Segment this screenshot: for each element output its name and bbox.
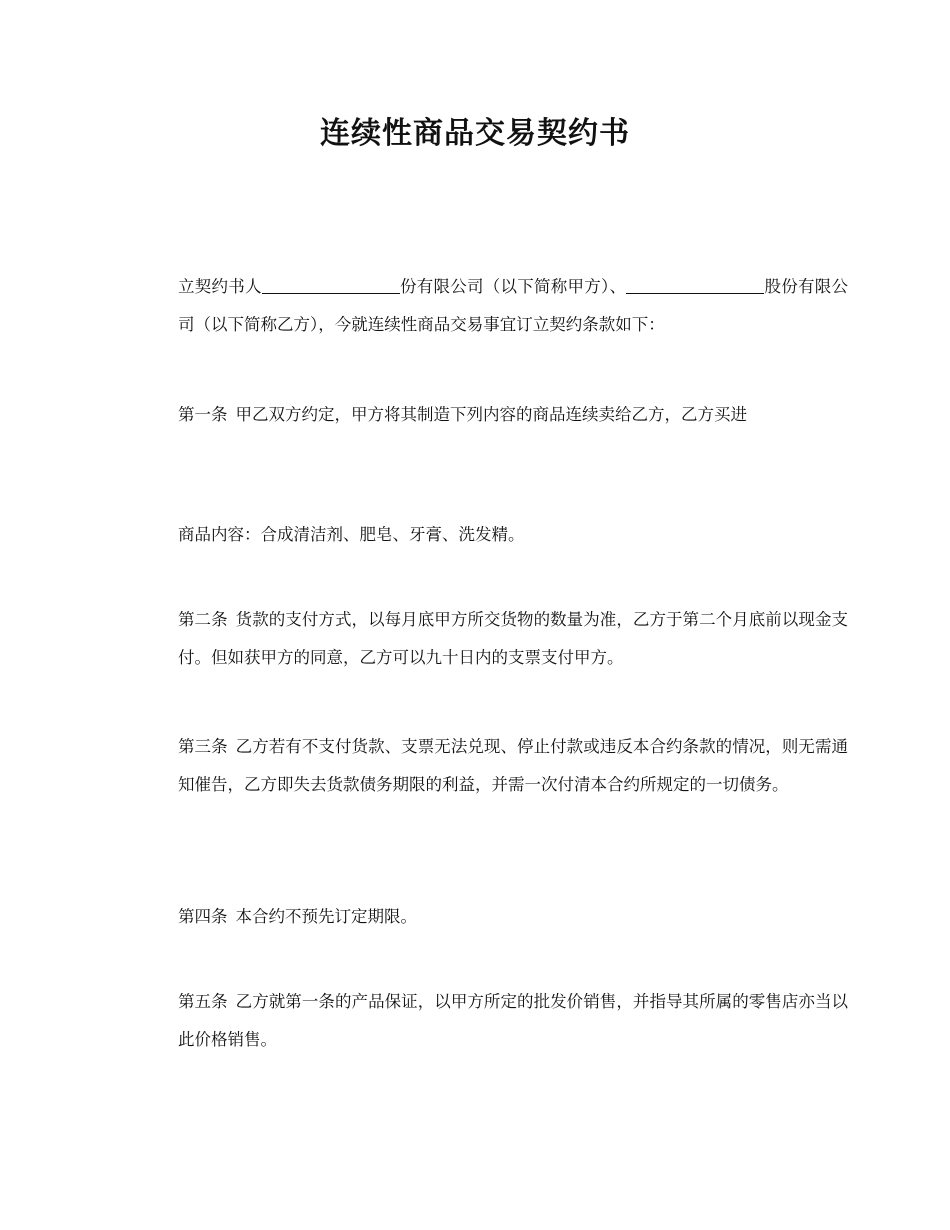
article-3 (141, 728, 848, 804)
intro-text-2: 份有限公司（以下简称甲方）、 (399, 277, 627, 296)
article-4-text: 本合约不预先订定期限。 (235, 907, 417, 926)
article-3-label: 第三条 (178, 737, 228, 756)
document-title: 连续性商品交易契约书 (320, 116, 630, 151)
article-2-label: 第二条 (178, 610, 228, 629)
goods-content-text: 商品内容：合成清洁剂、肥皂、牙膏、洗发精。 (178, 525, 525, 544)
article-2-text: 货款的支付方式，以每月底甲方所交货物的数量为准，乙方于第二个月底前以现金支付。但如获甲方的同意，乙方可以九十日内的支票支付甲方。 (178, 610, 849, 667)
party-b-blank (626, 275, 764, 294)
intro-paragraph (141, 268, 848, 344)
article-4 (141, 898, 848, 936)
article-5-label: 第五条 (178, 992, 228, 1011)
party-a-blank (262, 275, 400, 294)
intro-text-1: 立契约书人 (178, 277, 262, 296)
article-1 (141, 396, 848, 434)
article-5 (141, 983, 848, 1059)
article-4-label: 第四条 (178, 907, 228, 926)
intro-text-3: 股份有限公司（以下简称乙方），今就连续性商品交易事宜订立契约条款如下： (178, 277, 848, 334)
goods-content (141, 516, 848, 554)
article-1-label: 第一条 (178, 405, 228, 424)
article-2 (141, 601, 848, 677)
article-1-text: 甲乙双方约定，甲方将其制造下列内容的商品连续卖给乙方，乙方买进 (235, 405, 747, 424)
article-3-text: 乙方若有不支付货款、支票无法兑现、停止付款或违反本合约条款的情况，则无需通知催告，乙方即失去货款债务期限的利益，并需一次付清本合约所规定的一切债务。 (178, 737, 849, 794)
article-5-text: 乙方就第一条的产品保证，以甲方所定的批发价销售，并指导其所属的零售店亦当以此价格销售。 (178, 992, 849, 1049)
